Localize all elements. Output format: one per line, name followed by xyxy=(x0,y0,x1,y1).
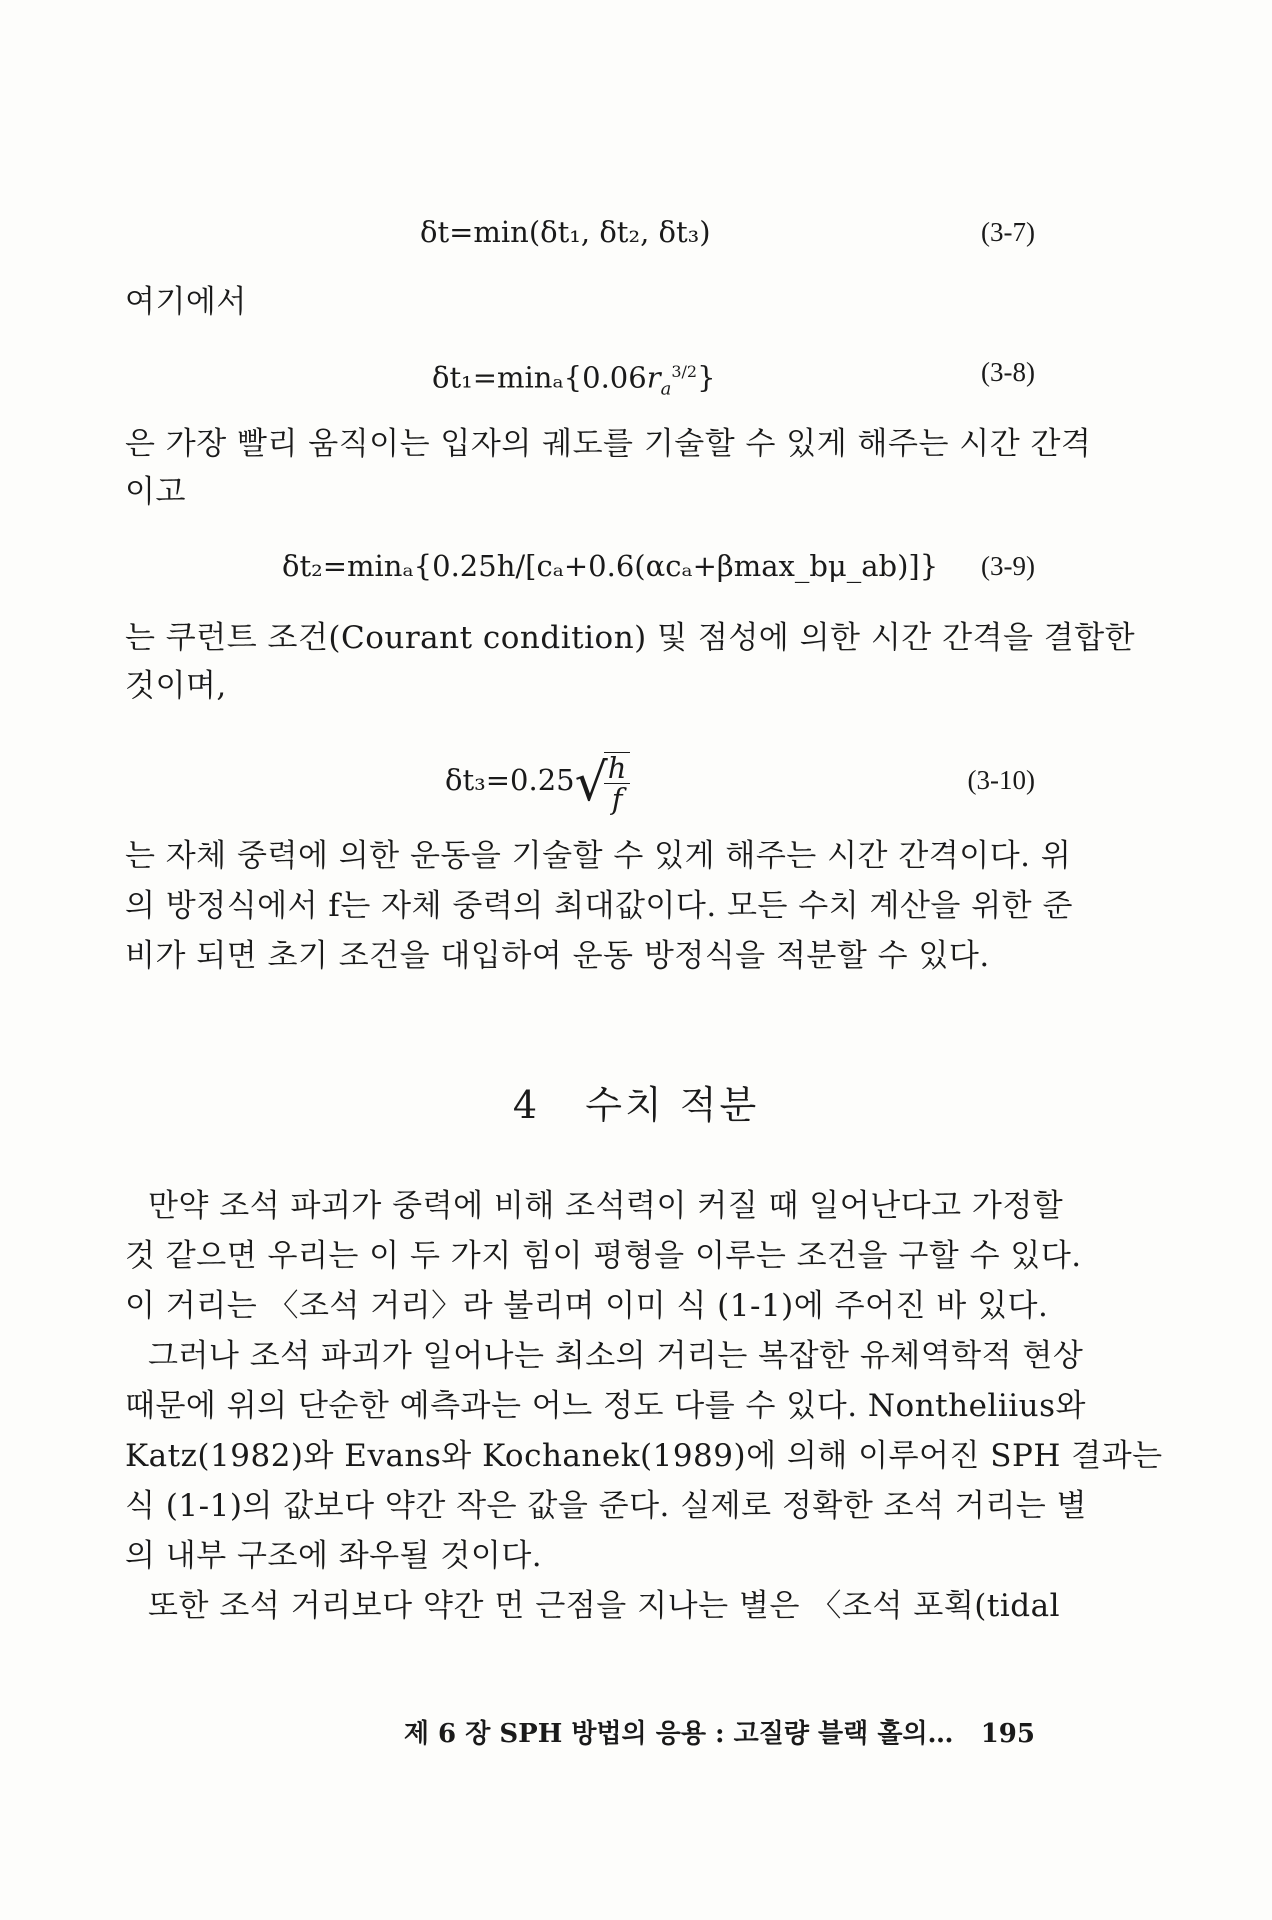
equation-number: (3-7) xyxy=(981,217,1035,247)
footer-text: 제 6 장 SPH 방법의 응용 : 고질량 블랙 홀의… xyxy=(403,1719,954,1749)
section-title: 수치 적분 xyxy=(585,1083,760,1127)
equation-number: (3-8) xyxy=(981,357,1035,387)
text-line: 여기에서 xyxy=(125,284,247,320)
text-line: 는 쿠런트 조건(Courant condition) 및 점성에 의한 시간 간격을 결합한 xyxy=(125,620,1136,656)
text-line: 또한 조석 거리보다 약간 먼 근점을 지나는 별은 〈조석 포획(tidal xyxy=(148,1588,1060,1624)
eq-part: } xyxy=(697,360,716,395)
equation-3-8 xyxy=(432,352,716,409)
page-number: 195 xyxy=(980,1719,1035,1749)
text-line: 것이며, xyxy=(125,668,227,704)
fraction-denominator: f xyxy=(611,782,623,816)
text-line: 그러나 조석 파괴가 일어나는 최소의 거리는 복잡한 유체역학적 현상 xyxy=(148,1338,1084,1374)
text-line: 이 거리는 〈조석 거리〉라 불리며 이미 식 (1-1)에 주어진 바 있다. xyxy=(125,1288,1049,1324)
fraction-numerator: h xyxy=(604,753,631,784)
text-line: 의 내부 구조에 좌우될 것이다. xyxy=(125,1538,543,1574)
eq-sup: 3/2 xyxy=(671,362,698,381)
text-line: 식 (1-1)의 값보다 약간 작은 값을 준다. 실제로 정확한 조석 거리는 별 xyxy=(125,1488,1088,1524)
text-line: 것 같으면 우리는 이 두 가지 힘이 평형을 이루는 조건을 구할 수 있다. xyxy=(125,1238,1082,1274)
text-line: 의 방정식에서 f는 자체 중력의 최대값이다. 모든 수치 계산을 위한 준 xyxy=(125,888,1073,924)
running-footer xyxy=(400,1716,1035,1752)
section-heading xyxy=(0,1080,1272,1130)
text-line: 은 가장 빨리 움직이는 입자의 궤도를 기술할 수 있게 해주는 시간 간격 xyxy=(125,426,1092,462)
equation-number: (3-10) xyxy=(967,765,1035,795)
fraction xyxy=(604,752,631,814)
equation-3-7: δt=min(δt₁, δt₂, δt₃) xyxy=(420,215,711,249)
text-line: 는 자체 중력에 의한 운동을 기술할 수 있게 해주는 시간 간격이다. 위 xyxy=(125,838,1072,874)
text-line: Katz(1982)와 Evans와 Kochanek(1989)에 의해 이루어진 SPH 결과는 xyxy=(125,1438,1163,1474)
equation-number: (3-9) xyxy=(981,551,1035,581)
text-line: 때문에 위의 단순한 예측과는 어느 정도 다를 수 있다. Nontheliius와 xyxy=(125,1388,1086,1424)
eq-part: δt₃=0.25 xyxy=(445,763,575,797)
sqrt-symbol: √ $\frac{h}{f}$ xyxy=(575,741,631,823)
eq-var: r xyxy=(646,360,661,395)
section-number: 4 xyxy=(512,1083,540,1127)
text-line: 만약 조석 파괴가 중력에 비해 조석력이 커질 때 일어난다고 가정할 xyxy=(148,1188,1064,1224)
eq-part: δt₁=minₐ{0.06 xyxy=(432,360,647,395)
text-line: 이고 xyxy=(125,474,186,510)
text-line: 비가 되면 초기 조건을 대입하여 운동 방정식을 적분할 수 있다. xyxy=(125,938,990,974)
eq-sub: a xyxy=(660,378,672,400)
equation-3-10 xyxy=(445,740,630,823)
equation-3-9: δt₂=minₐ{0.25h/[cₐ+0.6(αcₐ+βmax_bμ_ab)]} xyxy=(282,549,939,583)
